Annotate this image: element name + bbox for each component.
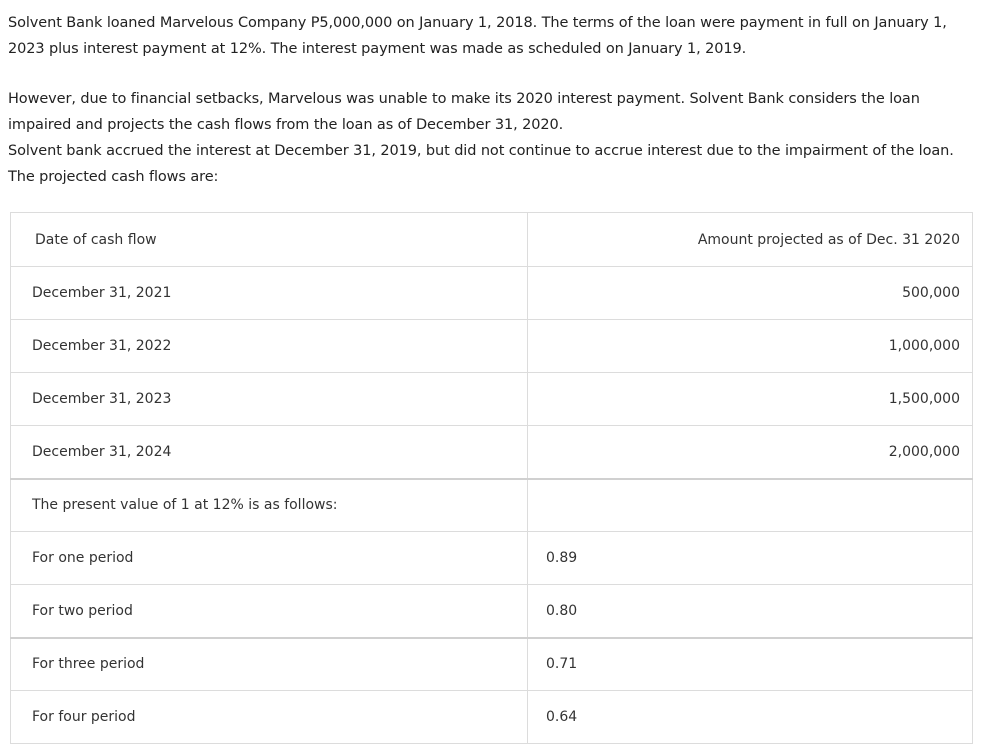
pv-factor-cell: 0.80 (528, 585, 973, 638)
pv-factor-cell: 0.71 (528, 638, 973, 691)
cash-flow-date-cell: December 31, 2023 (11, 373, 528, 426)
cash-flow-date-cell: December 31, 2022 (11, 320, 528, 373)
cash-flow-date-cell: December 31, 2024 (11, 426, 528, 479)
cash-flow-amount-cell: 500,000 (528, 267, 973, 320)
header-date-cell: Date of cash flow (11, 213, 528, 267)
cash-flow-amount-cell: 1,000,000 (528, 320, 973, 373)
pv-period-cell: For four period (11, 691, 528, 744)
empty-cell (528, 479, 973, 532)
cash-flow-amount-cell: 1,500,000 (528, 373, 973, 426)
problem-paragraph-2-line2: Solvent bank accrued the interest at December 31, 2019, but did not continue to accrue interest due to the impairment of the loan. The projected cash flows are: (8, 143, 954, 185)
header-amount-cell: Amount projected as of Dec. 31 2020 (528, 213, 973, 267)
pv-intro-row (11, 479, 973, 532)
problem-paragraph-1: Solvent Bank loaned Marvelous Company P5,000,000 on January 1, 2018. The terms of the loan were payment in full on January 1, 2023 plus interest payment at 12%. The interest payment was made as scheduled on January 1, 2019. (8, 15, 947, 57)
table-row (11, 373, 973, 426)
table-row (11, 585, 973, 638)
pv-period-cell: For one period (11, 532, 528, 585)
pv-period-cell: For three period (11, 638, 528, 691)
table-row (11, 638, 973, 691)
problem-paragraph-2 (8, 86, 983, 190)
table-row (11, 320, 973, 373)
pv-factor-cell: 0.89 (528, 532, 973, 585)
table-row (11, 691, 973, 744)
pv-intro-cell: The present value of 1 at 12% is as follows: (11, 479, 528, 532)
problem-paragraph-2-line1: However, due to financial setbacks, Marvelous was unable to make its 2020 interest payment. Solvent Bank considers the loan impaired and projects the cash flows from the loan as of December 31, 2020. (8, 91, 920, 133)
table-row (11, 426, 973, 479)
cash-flow-table (10, 212, 973, 744)
cash-flow-amount-cell: 2,000,000 (528, 426, 973, 479)
table-row (11, 267, 973, 320)
table-row (11, 532, 973, 585)
table-header-row (11, 213, 973, 267)
cash-flow-date-cell: December 31, 2021 (11, 267, 528, 320)
pv-factor-cell: 0.64 (528, 691, 973, 744)
pv-period-cell: For two period (11, 585, 528, 638)
